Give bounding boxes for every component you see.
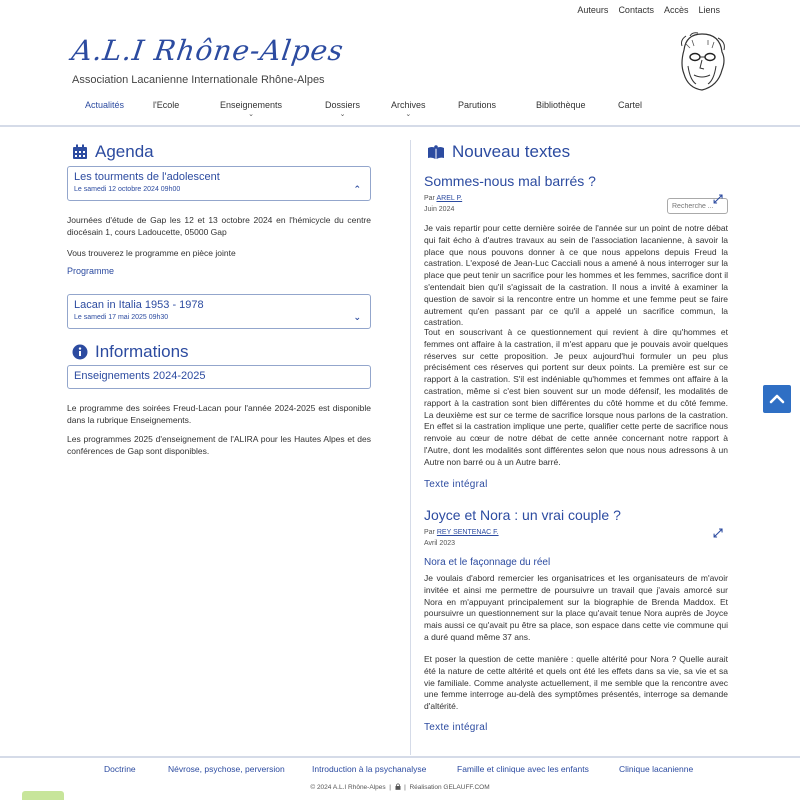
agenda-heading [72,142,154,162]
informations-heading-label: Informations [95,342,189,361]
chevron-down-icon: ⌄ [405,111,412,118]
nouveaux-textes-heading-label: Nouveau textes [452,142,571,161]
article-paragraph: Et poser la question de cette manière : quelle altérité pour Nora ? Quelle aurait été la nature de cette altérité et quels ont été les effets dans sa vie, sa vie et sa vie familiale. Comme analyste actuellement, il me semble que la rencontre avec une femme interroge au-delà des symptômes présentés, interroge sa demande d'altérité. [424,654,728,712]
event-date: Le samedi 12 octobre 2024 09h00 [74,186,181,193]
chevron-up-icon: ⌃ [353,184,361,194]
event-title: Les tourments de l'adolescent [74,171,220,183]
copyright-text: © 2024 A.L.I Rhône-Alpes [310,784,386,791]
article-byline [424,529,499,536]
informations-heading [72,342,189,362]
lock-icon[interactable] [395,783,401,790]
footer-link-introduction[interactable]: Introduction à la psychanalyse [312,764,427,774]
topnav-liens[interactable]: Liens [698,5,720,15]
chevron-down-icon: ⌄ [248,111,254,118]
top-nav [577,5,720,15]
agenda-event-accordion-1[interactable] [67,166,371,201]
chevron-up-icon [763,385,791,413]
footer-link-doctrine[interactable]: Doctrine [104,764,136,774]
main-nav [0,100,800,126]
cookie-consent-tab[interactable] [22,791,64,800]
agenda-heading-label: Agenda [95,142,154,161]
byline-prefix: Par [424,529,435,536]
nav-enseignements[interactable]: Enseignements ⌄ [220,100,283,118]
article-title-2[interactable]: Joyce et Nora : un vrai couple ? [424,507,621,523]
nav-actualites[interactable]: Actualités [85,100,125,110]
article-author-link[interactable]: AREL P. [436,195,463,202]
nouveaux-textes-heading [427,142,570,162]
back-to-top-button[interactable] [763,385,791,413]
nav-cartel[interactable]: Cartel [618,100,643,110]
footer-link-nevrose[interactable]: Névrose, psychose, perversion [168,764,285,774]
column-divider [410,140,411,755]
informations-box-title: Enseignements 2024-2025 [74,370,206,382]
topnav-auteurs[interactable]: Auteurs [577,5,609,15]
expand-arrows-icon[interactable]: ⤢ [713,192,723,206]
programme-link[interactable]: Programme [67,266,115,276]
site-logo-subtitle: Association Lacanienne Internationale Rhône-Alpes [72,74,325,86]
texte-integral-link[interactable]: Texte intégral [424,479,488,490]
footer-copyright-line: © 2024 A.L.I Rhône-Alpes | | Réalisation GELAUFF.COM [310,784,490,791]
informations-text-1: Le programme des soirées Freud-Lacan pour l'année 2024-2025 est disponible dans la rubrique Enseignements. [67,403,371,425]
nav-bibliotheque[interactable]: Bibliothèque [536,100,586,110]
article-author-link[interactable]: REY SENTENAC F. [436,529,499,536]
topnav-contacts[interactable]: Contacts [618,5,654,15]
calendar-icon [72,144,88,160]
article-paragraph: Je vais repartir pour cette dernière soirée de l'année sur un point de notre débat qui fait écho à d'autres travaux au sein de l'association lacanienne, à savoir la place que nous pouvons donner à ce que nous appelons depuis Freud la castration. L'exposé de Jean-Luc Cacciali nous a amené à nous interroger sur la place que peut tenir un sacrifice pour les hommes et les femmes, sacrifice dont il s'entendait bien qu'il s'agissait de la castration. Il nous a invité à examiner la question de savoir si la rencontre entre un homme et une femme peut se faire autrement qu'en passant par ce qu'il a appelé un sacrifice commun, la castration. [424,223,728,328]
site-logo-title[interactable]: A.L.I Rhône-Alpes [69,34,346,67]
event-note: Vous trouverez le programme en pièce jointe [67,248,236,258]
nav-divider [0,125,800,127]
informations-text-2: Les programmes 2025 d'enseignement de l'ALIRA pour les Hautes Alpes et des conférences de Gap sont disponibles. [67,434,371,456]
article-paragraph: Tout en souscrivant à ce questionnement qui revient à dire qu'hommes et femmes ont affaire à la castration, il m'est apparu que je pouvais avoir quelques réserves sur cette proposition. Je peux aujourd'hui formuler un peu plus précisément ces réserves qui portent sur deux points. La première est sur ce rapport à la castration. S'il est indéniable qu'hommes et femmes ont affaire à la castration, même si c'est bien souvent sur un mode défensif, les modalités de rapport à la castration sont bien différentes du côté homme et du côté femme. La deuxième est sur ce terme de sacrifice lorsque nous parlons de la castration. En effet si la castration implique une perte, qualifier cette perte de sacrifice nous renvoie au cœur de notre débat de cette année concernant notre rapport à l'Autre, dont les modalités sont différentes selon que nous nous adressons à un Autre non barré ou à un Autre barré. [424,327,728,467]
footer-link-famille[interactable]: Famille et clinique avec les enfants [457,764,589,774]
byline-prefix: Par [424,195,435,202]
event-date: Le samedi 17 mai 2025 09h30 [74,314,169,321]
article-date: Avril 2023 [424,540,456,547]
open-book-icon [427,145,445,160]
informations-box[interactable] [67,365,371,389]
article-paragraph: Je voulais d'abord remercier les organisatrices et les organisateurs de m'avoir invitée et ainsi me permettre de poursuivre un travail que j'avais amorcé sur Nora en m'appuyant principalement sur la biographie de Brenda Maddox. Et poursuivre un questionnement sur la place qu'avait tenue Nora auprès de Joyce mais aussi ce qu'avait pu être sa place, son espace dans cette vie commune qui a duré quand même 37 ans. [424,573,728,642]
article-title-1[interactable]: Sommes-nous mal barrés ? [424,173,596,189]
nav-lecole[interactable]: l'Ecole [153,100,180,110]
info-circle-icon [72,344,88,360]
event-title: Lacan in Italia 1953 - 1978 [74,299,204,311]
footer-link-clinique[interactable]: Clinique lacanienne [619,764,694,774]
nav-archives[interactable]: Archives ⌄ [391,100,426,118]
chevron-down-icon: ⌄ [353,312,361,322]
topnav-acces[interactable]: Accès [663,5,689,15]
agenda-event-accordion-2[interactable] [67,294,371,329]
nav-dossiers[interactable]: Dossiers ⌄ [325,100,361,118]
footer-divider [0,756,800,758]
event-description: Journées d'étude de Gap les 12 et 13 octobre 2024 en l'hémicycle du centre diocésain 1, cours Ladoucette, 05000 Gap [67,215,371,237]
nav-parutions[interactable]: Parutions [458,100,497,110]
article-subtitle: Nora et le façonnage du réel [424,557,551,568]
expand-arrows-icon[interactable]: ⤢ [713,526,723,540]
chevron-down-icon: ⌄ [339,111,346,118]
credit-text[interactable]: Réalisation GELAUFF.COM [409,784,490,791]
article-byline [424,195,462,202]
article-date: Juin 2024 [424,206,455,213]
texte-integral-link[interactable]: Texte intégral [424,722,488,733]
lacan-portrait-sketch [672,30,730,96]
